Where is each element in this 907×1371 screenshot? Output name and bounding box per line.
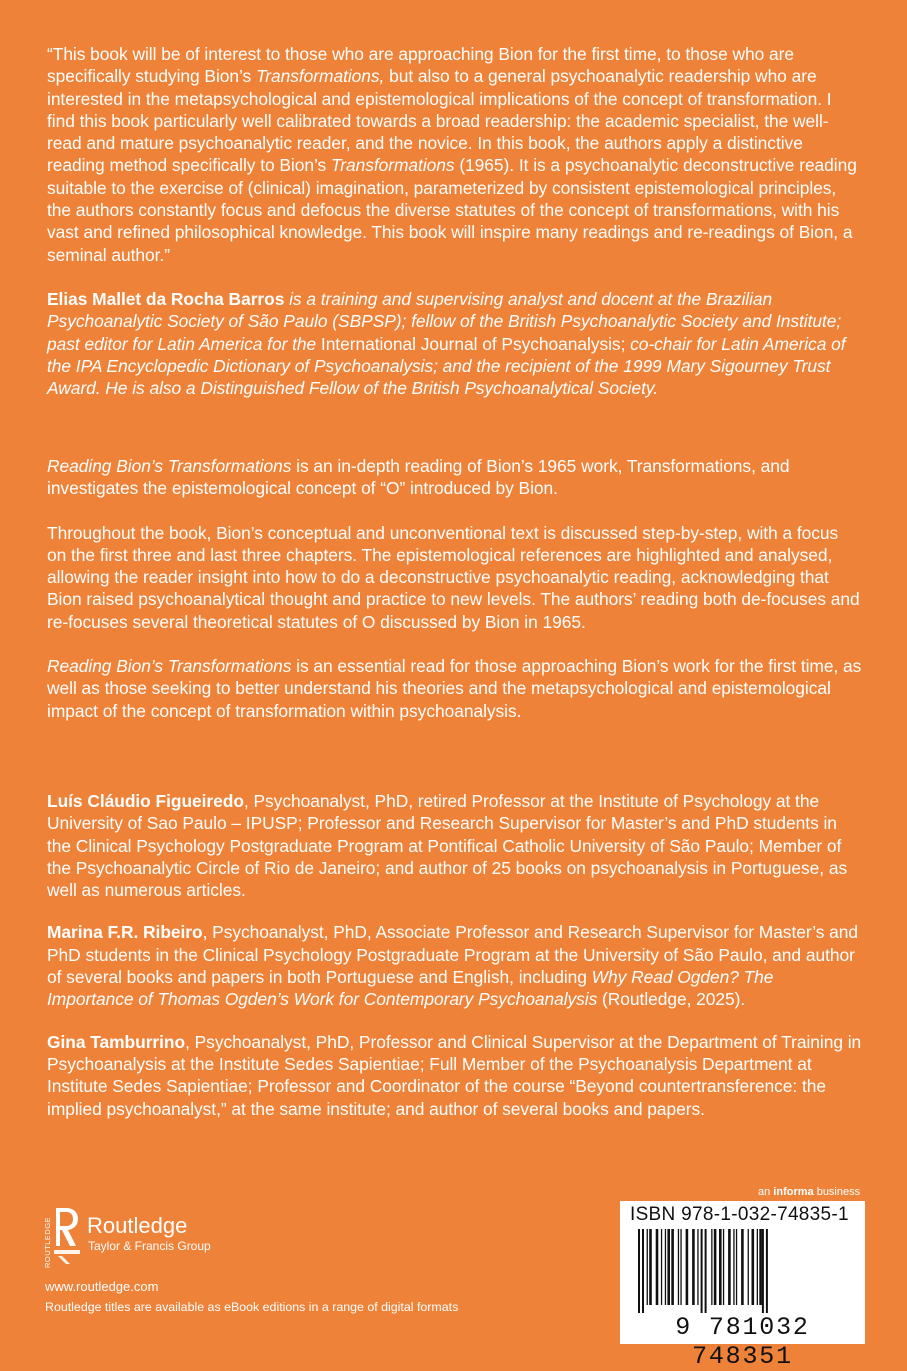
endorser-name: Elias Mallet da Rocha Barros (47, 289, 285, 309)
publisher-name: Routledge (87, 1213, 188, 1238)
description-paragraph: Reading Bion’s Transformations is an in-depth reading of Bion’s 1965 work, Transformations, and investigates the epistemological concept of “O” introduced by Bion. (47, 456, 790, 499)
routledge-r-icon (54, 1208, 80, 1264)
informa-brand: informa (773, 1186, 814, 1198)
barcode-bar (723, 1229, 724, 1305)
author-bio: Gina Tamburrino, Psychoanalyst, PhD, Professor and Clinical Supervisor at the Department of Training in Psychoanalysis at the Institute Sedes Sapientiae; Full Member of the Psychoanalysis Department at Institute Sedes Sapientiae; Professor and Coordinator of the course “Beyond countertransference: the implied psychoanalyst,” at the same institute; and author of several books and papers. (47, 1031, 862, 1119)
isbn-text: ISBN 978-1-032-74835-1 (630, 1204, 849, 1225)
informa-label: an informa business (758, 1186, 861, 1198)
barcode-bar (714, 1229, 717, 1305)
barcode-bar (665, 1229, 666, 1305)
author-bio: Luís Cláudio Figueiredo, Psychoanalyst, PhD, retired Professor at the Institute of Psychology at the University of Sao Paulo – IPUSP; Professor and Research Supervisor for Master’s and PhD students in the Clinical Psychology Postgraduate Program at Pontifical Catholic University of São Paulo; Member of the Psychoanalytic Circle of Rio de Janeiro; and author of 25 books on psychoanalysis in Portuguese, as well as numerous articles. (47, 791, 848, 901)
barcode-bar (705, 1229, 707, 1313)
barcode-bar (638, 1229, 640, 1313)
author-book-title: Why Read Ogden? The Importance of Thomas Ogden’s Work for Contemporary Psychoanalysis (47, 967, 774, 1010)
quote-title-2: Transformations (330, 155, 455, 176)
barcode-bar (656, 1229, 659, 1305)
barcode-bar (686, 1229, 689, 1305)
quote-part-3: (1965). It is a psychoanalytic deconstructive reading suitable to the exercise of (clinical) imagination, parameterized by consistent epistemological principles, the authors constantly focus and defocus the diverse statutes of the concept of transformations, with his vast and refined philosophical knowledge. This book will inspire many readings and re-readings of Bion, a seminal author.” (47, 155, 857, 265)
author-name: Marina F.R. Ribeiro (47, 922, 203, 943)
ebook-note: Routledge titles are available as eBook editions in a range of digital formats (45, 1300, 459, 1314)
barcode-bar (680, 1229, 681, 1305)
barcode-panel (620, 1201, 865, 1371)
quote-part-2: but also to a general psychoanalytic readership who are interested in the metapsychological and epistemological implications of the concept of transformation. I find this book particularly well calibrated towards a broad readership: the academic specialist, the well-read and mature psychoanalytic reader, and the novice. In this book, the authors apply a distinctive reading method specifically to Bion’s (47, 66, 832, 176)
quote-part-1: “This book will be of interest to those who are approaching Bion for the first time, to those who are specifically studying Bion’s (47, 44, 795, 87)
barcode-bar (692, 1229, 695, 1305)
book-title: Reading Bion’s Transformations (47, 456, 292, 476)
barcode-number: 9 781032 748351 (675, 1313, 810, 1371)
barcode-bar (661, 1229, 662, 1305)
quote-title-1: Transformations, (255, 66, 385, 87)
routledge-logo (40, 1206, 240, 1270)
barcode-bar (766, 1229, 768, 1313)
barcode-bar (733, 1229, 734, 1305)
barcode-bar (728, 1229, 731, 1305)
endorser-bio-1: is a training and supervising analyst and docent at the Brazilian Psychoanalytic Society of São Paulo (SBPSP); fellow of the British Psychoanalytic Society and Institute; past editor for Latin America for the (47, 289, 842, 354)
barcode-bar (642, 1229, 644, 1313)
endorser-bio-2: co-chair for Latin America of the IPA Encyclopedic Dictionary of Psychoanalysis; and the recipient of the 1999 Mary Sigourney Trust Award. He is also a Distinguished Fellow of the British Psychoanalytical Society. (47, 333, 846, 399)
barcode-bar (759, 1229, 762, 1305)
barcode-bar (701, 1229, 703, 1313)
publisher-url[interactable]: www.routledge.com (45, 1279, 159, 1294)
logo-side-text: ROUTLEDGE (43, 1216, 52, 1268)
book-title: Reading Bion’s Transformations (47, 656, 292, 677)
description-paragraph: Throughout the book, Bion’s conceptual and unconventional text is discussed step-by-step, with a focus on the first three and last three chapters. The epistemological references are highlighted and analysed, allowing the reader insight into how to do a deconstructive psychoanalytic reading, acknowledging that Bion raised psychoanalytical thought and practice to new levels. The authors’ reading both de-focuses and re-focuses several theoretical statutes of O discussed by Bion in 1965. (47, 522, 860, 632)
description-paragraph: Reading Bion’s Transformations is an essential read for those approaching Bion’s work for the first time, as well as those seeking to better understand his theories and the metapsychological and epistemological impact of the concept of transformation within psychoanalysis. (47, 656, 862, 721)
barcode-bar (678, 1229, 679, 1305)
author-bio: Marina F.R. Ribeiro, Psychoanalyst, PhD, Associate Professor and Research Supervisor for Master’s and PhD students in the Clinical Psychology Postgraduate Program at the University of São Paulo, and author of several books and papers in both Portuguese and English, including Why Read Ogden? The Importance of Thomas Ogden’s Work for Contemporary Psychoanalysis (Routledge, 2025). (47, 922, 859, 1010)
endorsement-quote (47, 43, 862, 266)
barcode-bar (667, 1229, 670, 1305)
barcode-bar (671, 1229, 674, 1305)
author-name: Gina Tamburrino (47, 1031, 186, 1052)
barcode-bar (757, 1229, 758, 1305)
author-bios (47, 790, 862, 1140)
barcode-bar (647, 1229, 648, 1305)
barcode-bar (711, 1229, 712, 1305)
barcode-bar (736, 1229, 737, 1305)
endorser-bio (47, 288, 862, 399)
barcode-bar (762, 1229, 764, 1313)
author-name: Luís Cláudio Figueiredo (47, 791, 244, 811)
barcode-bar (741, 1229, 744, 1305)
book-description (47, 455, 862, 744)
barcode-bar (719, 1229, 722, 1305)
barcode-bar (649, 1229, 652, 1305)
barcode-graphic (638, 1229, 847, 1317)
barcode-bar (748, 1229, 749, 1305)
endorser-journal: International Journal of Psychoanalysis; (320, 333, 626, 354)
publisher-group: Taylor & Francis Group (88, 1239, 211, 1253)
barcode-bar (752, 1229, 755, 1305)
barcode-bar (697, 1229, 698, 1305)
